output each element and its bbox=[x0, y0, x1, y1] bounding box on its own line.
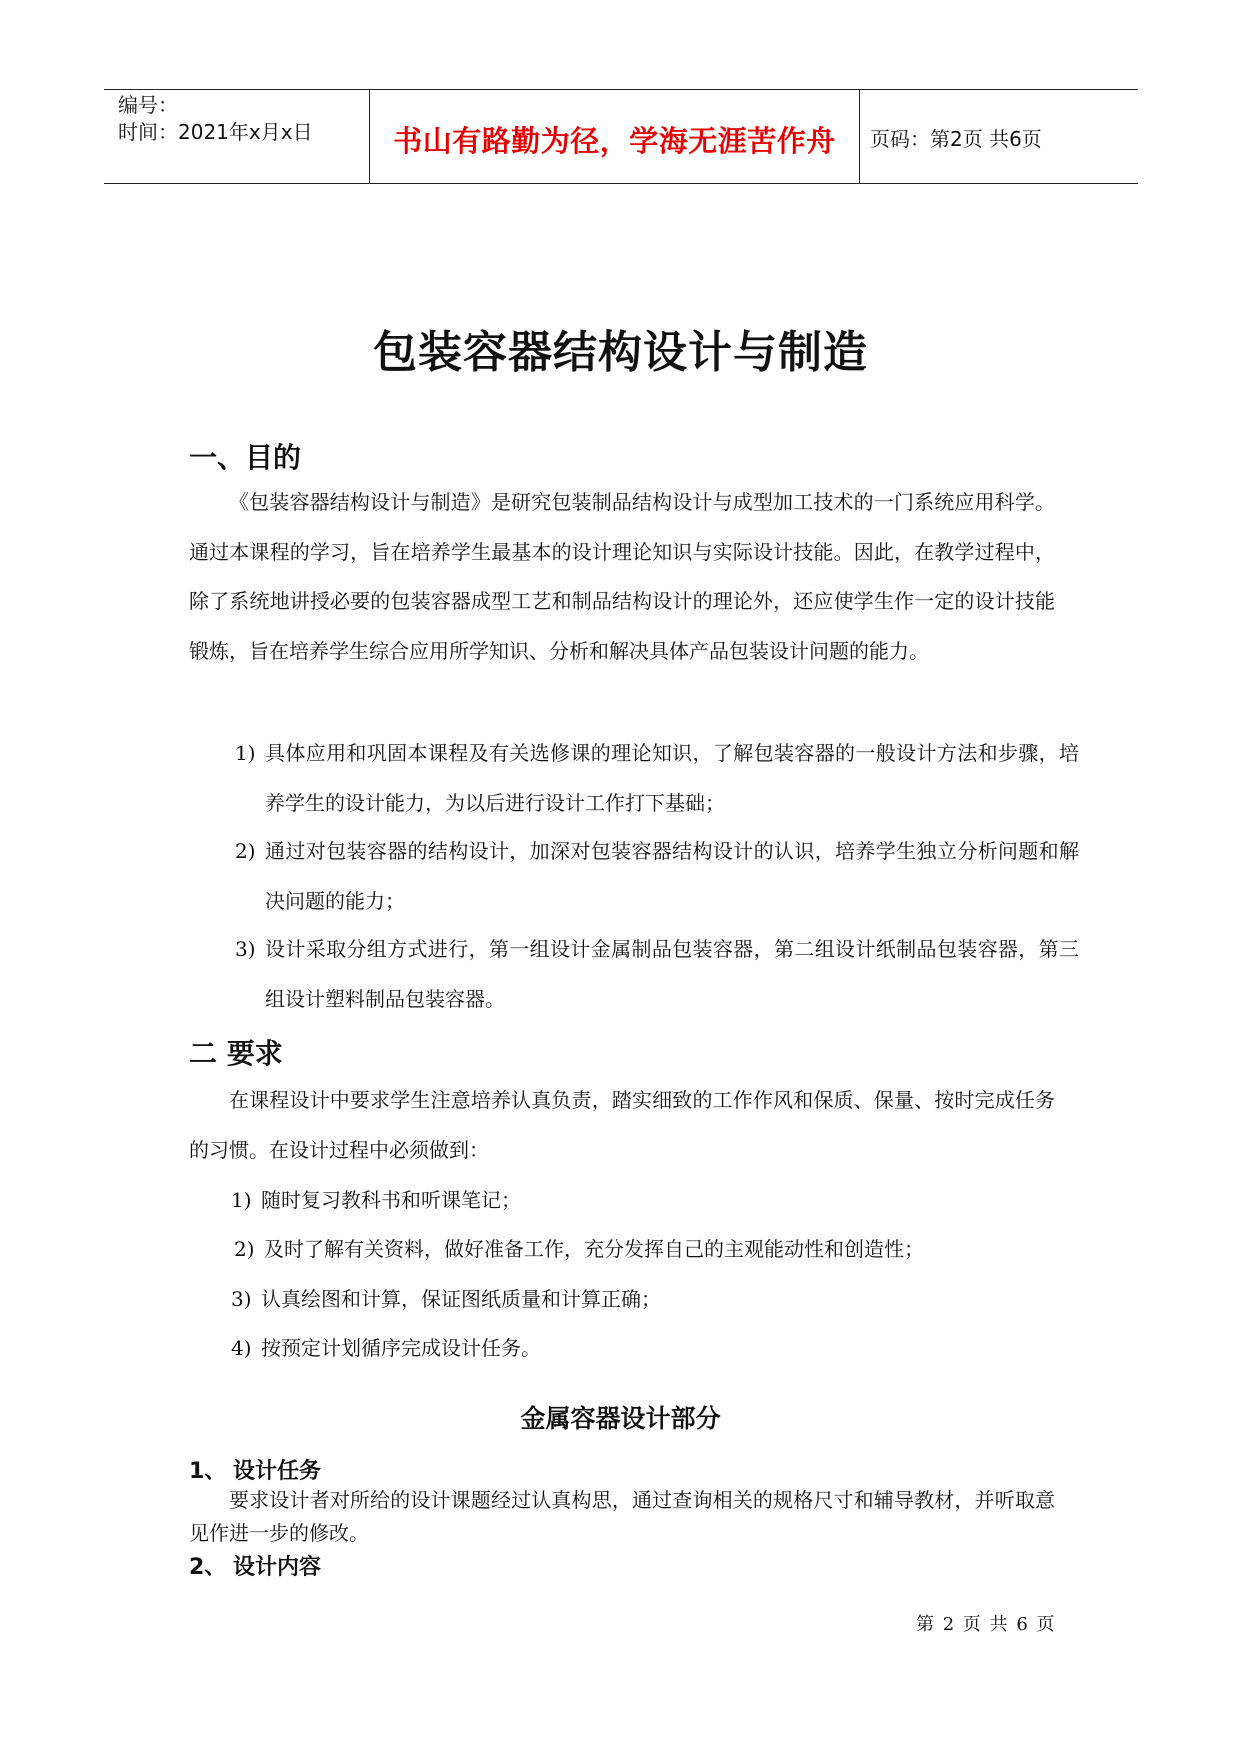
section-heading-requirements: 二 要求 bbox=[189, 1037, 283, 1070]
list-item-text: 具体应用和巩固本课程及有关选修课的理论知识，了解包装容器的一般设计方法和步骤，培养学生的设计能力，为以后进行设计工作打下基础； bbox=[265, 741, 1079, 815]
list-item bbox=[231, 1275, 661, 1325]
list-item-number: 1) bbox=[235, 741, 256, 765]
list-item-number: 4) bbox=[231, 1336, 252, 1360]
list-item bbox=[231, 1324, 541, 1374]
page-header bbox=[104, 89, 1138, 184]
metal-part-title: 金属容器设计部分 bbox=[520, 1404, 721, 1433]
list-item-text: 设计采取分组方式进行，第一组设计金属制品包装容器，第二组设计纸制品包装容器，第三组设计塑料制品包装容器。 bbox=[265, 937, 1079, 1011]
serial-label: 编号： bbox=[118, 93, 178, 117]
heading-text: 设计内容 bbox=[233, 1555, 322, 1580]
list-item-text: 通过对包装容器的结构设计，加深对包装容器结构设计的认识，培养学生独立分析问题和解决问题的能力； bbox=[265, 839, 1079, 913]
design-task-heading bbox=[189, 1454, 321, 1485]
list-item bbox=[231, 1176, 521, 1226]
list-item-number: 3) bbox=[235, 937, 256, 961]
list-item bbox=[235, 827, 1079, 926]
page-footer: 第 2 页 共 6 页 bbox=[916, 1614, 1055, 1635]
design-task-paragraph: 要求设计者对所给的设计课题经过认真构思，通过查询相关的规格尺寸和辅导教材，并听取意见作进一步的修改。 bbox=[189, 1488, 1055, 1545]
list-item-number: 2) bbox=[234, 1237, 255, 1261]
document-title: 包装容器结构设计与制造 bbox=[373, 327, 868, 378]
header-page-info: 页码：第2页 共6页 bbox=[870, 127, 1042, 151]
header-meta bbox=[118, 92, 313, 146]
list-item-text: 按预定计划循序完成设计任务。 bbox=[261, 1336, 541, 1360]
header-divider bbox=[859, 90, 860, 183]
purpose-paragraph: 《包装容器结构设计与制造》是研究包装制品结构设计与成型加工技术的一门系统应用科学。通过本课程的学习，旨在培养学生最基本的设计理论知识与实际设计技能。因此，在教学过程中，除了系统地讲授必要的包装容器成型工艺和制品结构设计的理论外，还应使学生作一定的设计技能锻炼，旨在培养学生综合应用所学知识、分析和解决具体产品包装设计问题的能力。 bbox=[189, 490, 1055, 663]
section-heading-purpose: 一、目的 bbox=[189, 441, 302, 474]
list-item-number: 1) bbox=[231, 1188, 252, 1212]
design-content-heading bbox=[189, 1550, 321, 1581]
list-item bbox=[235, 925, 1079, 1024]
list-item-number: 2) bbox=[235, 839, 256, 863]
list-item bbox=[234, 1225, 924, 1275]
list-item bbox=[235, 729, 1079, 828]
time-label: 时间：2021年x月x日 bbox=[118, 120, 313, 144]
heading-number: 2、 bbox=[189, 1555, 227, 1580]
heading-number: 1、 bbox=[189, 1459, 227, 1484]
list-item-text: 认真绘图和计算，保证图纸质量和计算正确； bbox=[261, 1287, 661, 1311]
list-item-number: 3) bbox=[231, 1287, 252, 1311]
list-item-text: 随时复习教科书和听课笔记； bbox=[261, 1188, 521, 1212]
list-item-text: 及时了解有关资料，做好准备工作，充分发挥自己的主观能动性和创造性； bbox=[264, 1237, 924, 1261]
heading-text: 设计任务 bbox=[233, 1459, 322, 1484]
requirements-paragraph: 在课程设计中要求学生注意培养认真负责，踏实细致的工作作风和保质、保量、按时完成任务的习惯。在设计过程中必须做到： bbox=[189, 1088, 1055, 1162]
header-motto: 书山有路勤为径，学海无涯苦作舟 bbox=[393, 124, 836, 158]
